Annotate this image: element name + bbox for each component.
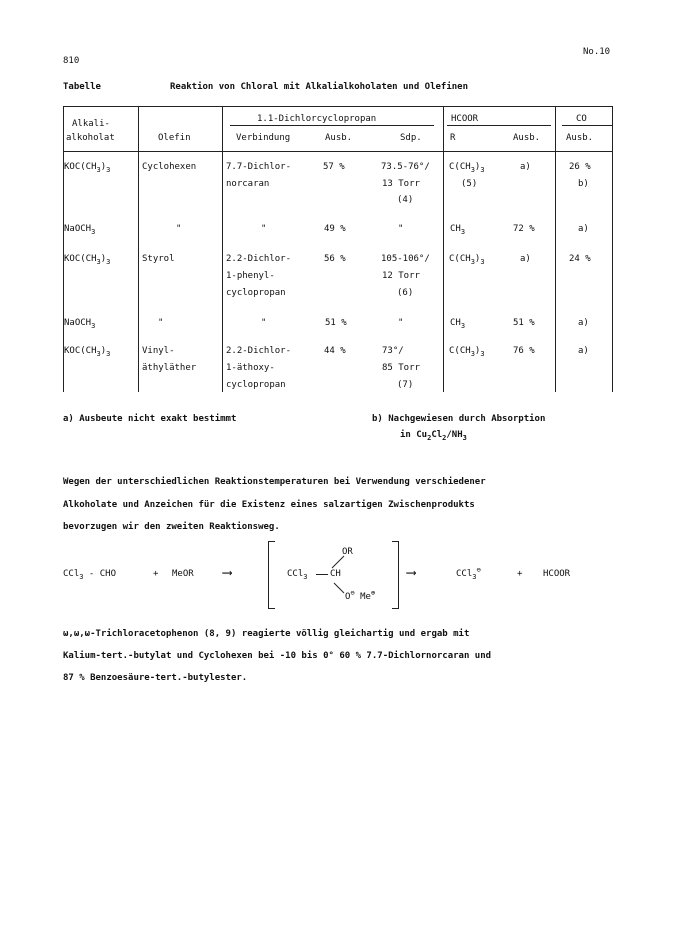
table-row-2-co: a) [578, 224, 589, 234]
paragraph-1-line-3: bevorzugen wir den zweiten Reaktionsweg. [63, 522, 280, 532]
table-row-5-ausb: 44 % [324, 346, 346, 356]
footnote-b-line2: in $Cu_2Cl_2/NH_3$ [400, 430, 467, 442]
group-header-co: CO [576, 114, 587, 124]
table-row-5-r: $C(CH_3)_3$ [449, 346, 485, 358]
table-row-1-sdp-ref: (4) [397, 195, 414, 205]
table-row-1-r-ref: (5) [461, 179, 478, 189]
table-row-3-r: $C(CH_3)_3$ [449, 254, 485, 266]
table-row-1-olefin: Cyclohexen [142, 162, 197, 172]
scheme-product-hcoor: HCOOR [543, 569, 571, 579]
col-line-5 [612, 106, 613, 392]
scheme-arrow-1: ⟶ [223, 565, 232, 581]
table-row-1-sdp-2: 13 Torr [382, 179, 420, 189]
footnote-b-line1: b) Nachgewiesen durch Absorption [372, 414, 546, 424]
table-row-5-olefin-1: Vinyl- [142, 346, 175, 356]
col-header-olefin: Olefin [158, 133, 191, 143]
table-row-3-olefin: Styrol [142, 254, 175, 264]
table-top-rule [63, 106, 612, 107]
paragraph-2-line-1: ω,ω,ω-Trichloracetophenon (8, 9) reagierte völlig gleichartig und ergab mit [63, 629, 470, 639]
table-row-3-verbindung-1: 2.2-Dichlor- [226, 254, 292, 264]
scheme-intermediate-ccl3: CCl$_3$ [287, 569, 308, 581]
col-header-verbindung: Verbindung [236, 133, 291, 143]
table-row-5-sdp-2: 85 Torr [382, 363, 420, 373]
table-row-2-verbindung: " [261, 224, 267, 234]
table-row-4-verbindung: " [261, 318, 267, 328]
col-line-2 [222, 106, 223, 392]
table-caption: Reaktion von Chloral mit Alkalialkoholaten und Olefinen [170, 82, 469, 92]
table-row-5-alkoholat: $KOC(CH_3)_3$ [64, 346, 111, 358]
table-row-1-co: 26 % [569, 162, 591, 172]
table-row-2-ausb-hcoor: 72 % [513, 224, 535, 234]
col-header-alkali-2: alkoholat [66, 133, 115, 143]
table-row-2-olefin: " [176, 224, 182, 234]
issue-number: No.10 [583, 47, 611, 57]
paragraph-1-line-1: Wegen der unterschiedlichen Reaktionstemperaturen bei Verwendung verschiedener [63, 477, 486, 487]
table-row-2-sdp: " [398, 224, 404, 234]
header-bottom-rule [63, 151, 612, 152]
table-row-2-ausb: 49 % [324, 224, 346, 234]
scheme-bracket-left [268, 541, 275, 609]
scheme-plus-2: + [517, 569, 523, 579]
table-row-4-alkoholat: NaOCH$_3$ [64, 318, 96, 330]
table-row-5-co: a) [578, 346, 589, 356]
paragraph-2-line-3: 87 % Benzoesäure-tert.-butylester. [63, 673, 248, 683]
table-row-5-ausb-hcoor: 76 % [513, 346, 535, 356]
col-line-4 [555, 106, 556, 392]
table-row-5-sdp-ref: (7) [397, 380, 414, 390]
table-row-1-r: $C(CH_3)_3$ [449, 162, 485, 174]
table-row-3-verbindung-3: cyclopropan [226, 288, 286, 298]
scheme-intermediate-alkoxide: O⊖ Me⊕ [345, 589, 376, 602]
scheme-reactant-meor: MeOR [172, 569, 194, 579]
table-row-1-verbindung-2: norcaran [226, 179, 270, 189]
table-row-3-sdp-ref: (6) [397, 288, 414, 298]
scheme-bond-ccl3-ch [316, 574, 328, 575]
group-rule-co [562, 125, 612, 126]
scheme-reactant-chloral: CCl$_3$ - CHO [63, 569, 116, 581]
col-header-sdp: Sdp. [400, 133, 422, 143]
table-row-2-alkoholat: NaOCH$_3$ [64, 224, 96, 236]
table-row-5-sdp-1: 73°/ [382, 346, 404, 356]
col-header-r: R [450, 133, 456, 143]
col-header-ausb: Ausb. [325, 133, 353, 143]
table-row-3-sdp-2: 12 Torr [382, 271, 420, 281]
table-row-3-ausb-hcoor: a) [520, 254, 531, 264]
table-row-4-ausb-hcoor: 51 % [513, 318, 535, 328]
table-row-2-r: $CH_3$ [450, 224, 466, 236]
table-row-5-olefin-2: äthyläther [142, 363, 197, 373]
table-row-1-ausb: 57 % [323, 162, 345, 172]
group-header-hcoor: HCOOR [451, 114, 479, 124]
table-row-1-co-note: b) [578, 179, 589, 189]
col-line-3 [443, 106, 444, 392]
group-header-dichlorcyclopropan: 1.1-Dichlorcyclopropan [257, 114, 377, 124]
table-row-3-ausb: 56 % [324, 254, 346, 264]
table-row-5-verbindung-3: cyclopropan [226, 380, 286, 390]
table-row-1-sdp-1: 73.5-76°/ [381, 162, 430, 172]
scheme-bracket-right [392, 541, 399, 609]
table-label: Tabelle [63, 82, 101, 92]
col-header-ausb-co: Ausb. [566, 133, 594, 143]
scheme-arrow-2: ⟶ [407, 565, 416, 581]
group-rule-dcp [230, 125, 434, 126]
footnote-a: a) Ausbeute nicht exakt bestimmt [63, 414, 237, 424]
scheme-intermediate-or: OR [342, 547, 353, 557]
table-row-4-co: a) [578, 318, 589, 328]
table-row-1-ausb-hcoor: a) [520, 162, 531, 172]
scheme-product-ccl3-anion: CCl$_3$⊖ [456, 566, 481, 581]
paragraph-1-line-2: Alkoholate und Anzeichen für die Existenz eines salzartigen Zwischenprodukts [63, 500, 475, 510]
table-row-5-verbindung-2: 1-äthoxy- [226, 363, 275, 373]
col-header-alkali-1: Alkali- [72, 119, 110, 129]
page-number: 810 [63, 56, 80, 66]
table-row-3-co: 24 % [569, 254, 591, 264]
table-row-3-alkoholat: $KOC(CH_3)_3$ [64, 254, 111, 266]
table-row-1-verbindung-1: 7.7-Dichlor- [226, 162, 292, 172]
col-header-ausb-hcoor: Ausb. [513, 133, 541, 143]
table-row-1-alkoholat: $KOC(CH_3)_3$ [64, 162, 111, 174]
table-row-3-verbindung-2: 1-phenyl- [226, 271, 275, 281]
table-row-4-sdp: " [398, 318, 404, 328]
paragraph-2-line-2: Kalium-tert.-butylat und Cyclohexen bei -10 bis 0° 60 % 7.7-Dichlornorcaran und [63, 651, 492, 661]
table-row-3-sdp-1: 105-106°/ [381, 254, 430, 264]
scheme-plus-1: + [153, 569, 159, 579]
col-line-1 [138, 106, 139, 392]
table-row-4-ausb: 51 % [325, 318, 347, 328]
table-row-4-r: $CH_3$ [450, 318, 466, 330]
table-row-4-olefin: " [158, 318, 164, 328]
group-rule-hcoor [447, 125, 551, 126]
scheme-intermediate-ch: CH [330, 569, 341, 579]
table-row-5-verbindung-1: 2.2-Dichlor- [226, 346, 292, 356]
